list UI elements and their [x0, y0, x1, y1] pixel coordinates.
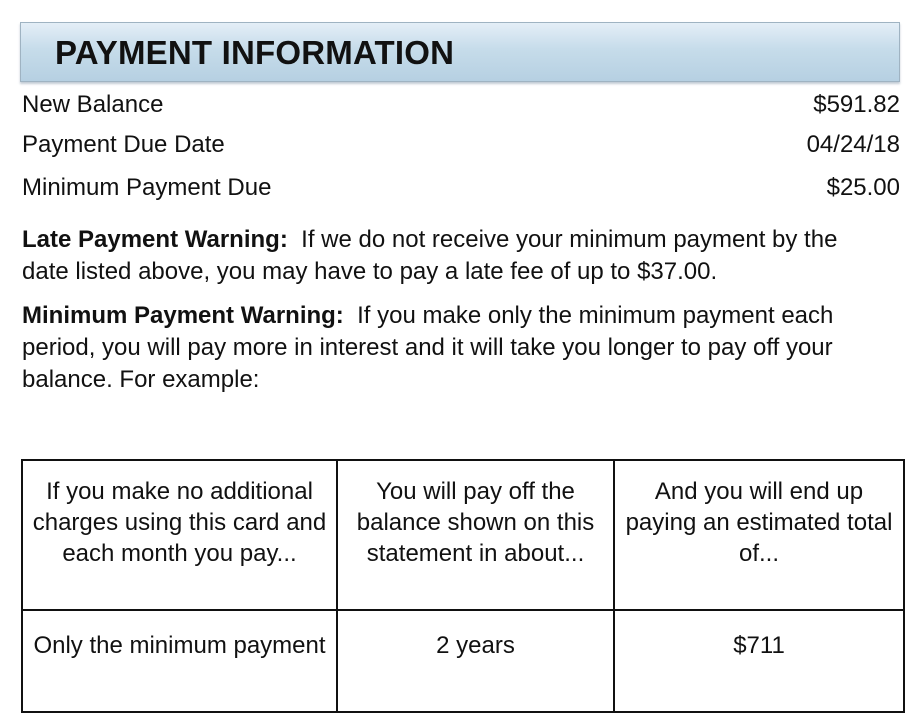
minimum-payment-warning-text: If you make only the minimum payment each period, you will pay more in interest and it will take you longer to pay off your balance. For example:: [22, 302, 834, 393]
table-header-cell: And you will end up paying an estimated total of...: [614, 460, 904, 610]
table-header-cell: You will pay off the balance shown on this statement in about...: [337, 460, 614, 610]
minimum-payment-due-value: $25.00: [826, 174, 900, 201]
payment-due-date-row: [22, 129, 900, 161]
new-balance-label: New Balance: [22, 91, 164, 118]
minimum-payment-due-row: [22, 172, 900, 204]
minimum-payment-warning: [22, 300, 882, 396]
minimum-payment-due-label: Minimum Payment Due: [22, 174, 272, 201]
late-payment-warning: [22, 224, 882, 288]
table-cell: 2 years: [337, 610, 614, 712]
new-balance-value: $591.82: [813, 91, 900, 118]
table-cell: Only the minimum payment: [22, 610, 337, 712]
payment-due-date-label: Payment Due Date: [22, 131, 225, 158]
payment-due-date-value: 04/24/18: [806, 131, 900, 158]
table-header-row: [22, 460, 904, 610]
table-row: [22, 610, 904, 712]
minimum-payment-warning-heading: Minimum Payment Warning:: [22, 302, 344, 329]
new-balance-row: [22, 89, 900, 121]
section-header: [20, 22, 900, 82]
section-title: PAYMENT INFORMATION: [55, 34, 455, 71]
table-header-cell: If you make no additional charges using this card and each month you pay...: [22, 460, 337, 610]
table-cell: $711: [614, 610, 904, 712]
late-payment-warning-heading: Late Payment Warning:: [22, 226, 288, 253]
late-payment-warning-text: If we do not receive your minimum payment by the date listed above, you may have to pay a late fee of up to $37.00.: [22, 226, 838, 285]
minimum-payment-example-table: [21, 459, 905, 713]
